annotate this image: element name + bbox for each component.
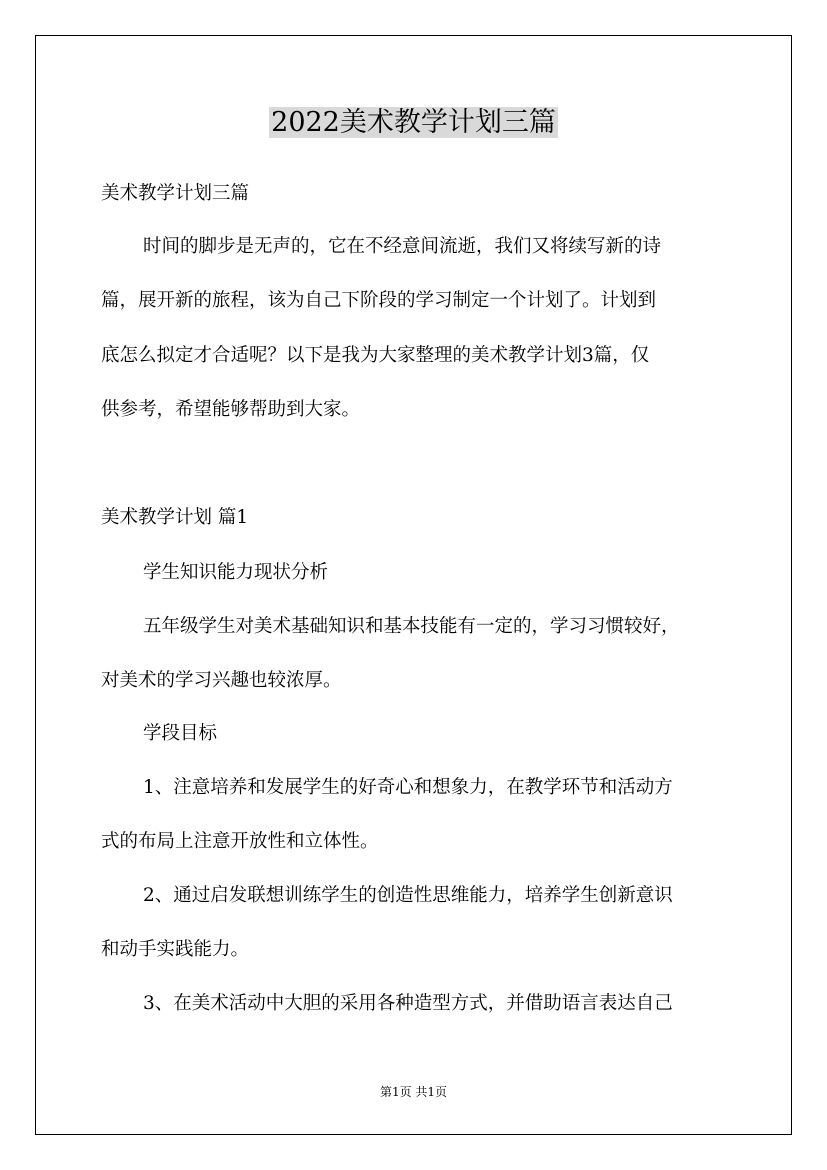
paragraph-line: 底怎么拟定才合适呢？以下是我为大家整理的美术教学计划3篇，仅 (101, 345, 650, 366)
paragraph-line: 2、通过启发联想训练学生的创造性思维能力，培养学生创新意识 (143, 885, 673, 906)
paragraph-line: 供参考，希望能够帮助到大家。 (101, 399, 361, 420)
document-title (0, 98, 827, 148)
section-heading: 美术教学计划三篇 (101, 183, 250, 204)
paragraph-line: 和动手实践能力。 (101, 939, 250, 960)
paragraph-line: 对美术的学习兴趣也较浓厚。 (101, 670, 342, 691)
subheading: 学生知识能力现状分析 (143, 562, 329, 583)
paragraph-line: 篇，展开新的旅程，该为自己下阶段的学习制定一个计划了。计划到 (101, 290, 657, 311)
subheading: 学段目标 (143, 723, 218, 744)
paragraph-line: 式的布局上注意开放性和立体性。 (101, 831, 379, 852)
section-heading: 美术教学计划 篇1 (101, 507, 249, 528)
paragraph-line: 五年级学生对美术基础知识和基本技能有一定的，学习习惯较好， (143, 616, 680, 637)
paragraph-line: 时间的脚步是无声的，它在不经意间流逝，我们又将续写新的诗 (143, 236, 662, 257)
page-footer: 第1页 共1页 (379, 1085, 448, 1099)
paragraph-line: 1、注意培养和发展学生的好奇心和想象力，在教学环节和活动方 (143, 777, 673, 798)
document-title-text: 2022美术教学计划三篇 (271, 107, 556, 138)
paragraph-line: 3、在美术活动中大胆的采用各种造型方式，并借助语言表达自己 (143, 993, 673, 1014)
